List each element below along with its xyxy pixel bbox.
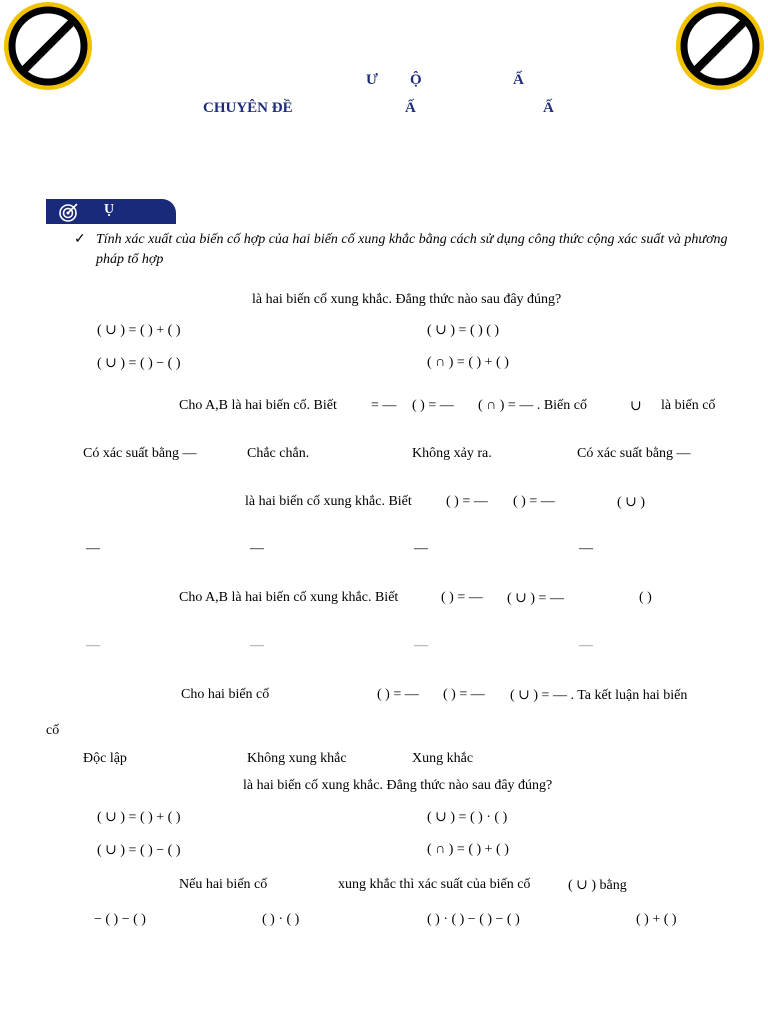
question-5-stem: ( ) = —: [443, 687, 485, 702]
question-2-stem: ( ) = —: [412, 398, 454, 413]
question-1-option-d[interactable]: ( ∩ ) = ( ) + ( ): [427, 355, 509, 370]
question-7-option-d[interactable]: ( ) + ( ): [636, 912, 677, 927]
question-2-stem: = —: [371, 398, 397, 413]
question-6-option-d[interactable]: ( ∩ ) = ( ) + ( ): [427, 842, 509, 857]
check-icon: ✓: [74, 232, 86, 247]
question-6-option-b[interactable]: ( ∪ ) = ( ) · ( ): [427, 810, 508, 825]
question-4-stem: ( ): [639, 590, 652, 605]
question-7-stem: xung khắc thì xác suất của biến cố: [338, 877, 531, 892]
question-7-option-c[interactable]: ( ) · ( ) − ( ) − ( ): [427, 912, 520, 927]
question-4-stem: ( ) = —: [441, 590, 483, 605]
question-4-option-a[interactable]: —: [86, 638, 100, 653]
question-1-option-c[interactable]: ( ∪ ) = ( ) − ( ): [97, 356, 181, 371]
question-7-stem: ( ∪ ) bằng: [568, 878, 627, 893]
question-2-stem: Cho A,B là hai biến cố. Biết: [179, 398, 337, 413]
question-3-option-a[interactable]: —: [86, 541, 100, 556]
subtitle-char: Ấ: [405, 100, 416, 116]
question-7-option-a[interactable]: − ( ) − ( ): [94, 912, 146, 927]
question-5-stem: cố: [46, 723, 60, 738]
subtitle-main: CHUYÊN ĐỀ: [203, 100, 293, 116]
section-label: Ụ: [104, 202, 115, 217]
question-3-stem: là hai biến cố xung khắc. Biết: [245, 494, 412, 509]
question-3-option-b[interactable]: —: [250, 541, 264, 556]
question-6-stem: là hai biến cố xung khắc. Đẳng thức nào sau đây đúng?: [243, 778, 553, 793]
question-4-option-b[interactable]: —: [250, 638, 264, 653]
section-banner: [46, 199, 176, 224]
question-4-stem: Cho A,B là hai biến cố xung khắc. Biết: [179, 590, 399, 605]
no-sign-badge-left: [2, 0, 94, 92]
question-3-option-d[interactable]: —: [579, 541, 593, 556]
question-2-option-d[interactable]: Có xác suất bằng —: [577, 446, 691, 461]
title-char: Ấ: [513, 72, 524, 88]
question-4-option-d[interactable]: —: [579, 638, 593, 653]
question-4-option-c[interactable]: —: [414, 638, 428, 653]
question-3-option-c[interactable]: —: [414, 541, 428, 556]
question-2-option-c[interactable]: Không xảy ra.: [412, 446, 492, 461]
question-5-option-b[interactable]: Không xung khắc: [247, 751, 347, 766]
question-7-option-b[interactable]: ( ) · ( ): [262, 912, 300, 927]
question-2-option-b[interactable]: Chắc chắn.: [247, 446, 310, 461]
no-sign-badge-right: [674, 0, 766, 92]
question-1-option-a[interactable]: ( ∪ ) = ( ) + ( ): [97, 323, 181, 338]
question-3-stem: ( ) = —: [513, 494, 555, 509]
question-5-stem: Cho hai biến cố: [181, 687, 270, 702]
question-2-option-a[interactable]: Có xác suất bằng —: [83, 446, 197, 461]
question-2-stem: là biến cố: [661, 398, 716, 413]
question-3-stem: ( ∪ ): [617, 495, 646, 510]
question-6-option-c[interactable]: ( ∪ ) = ( ) − ( ): [97, 843, 181, 858]
question-5-stem: ( ∪ ) = — . Ta kết luận hai biến: [510, 688, 688, 703]
target-icon: [58, 201, 80, 223]
question-5-option-a[interactable]: Độc lập: [83, 751, 127, 766]
question-2-stem: ( ∩ ) = — . Biến cố: [478, 398, 587, 413]
objective-text: Tính xác xuất của biến cố hợp của hai biến cố xung khắc bằng cách sử dụng công thức cộng xác suất và phương pháp tổ hợp: [96, 232, 728, 267]
question-6-option-a[interactable]: ( ∪ ) = ( ) + ( ): [97, 810, 181, 825]
question-1-stem: là hai biến cố xung khắc. Đẳng thức nào sau đây đúng?: [252, 292, 562, 307]
question-3-stem: ( ) = —: [446, 494, 488, 509]
subtitle-char: Ấ: [543, 100, 554, 116]
question-5-option-c[interactable]: Xung khắc: [412, 751, 474, 766]
title-char: Ư: [366, 72, 378, 88]
question-5-stem: ( ) = —: [377, 687, 419, 702]
title-char: Ộ: [410, 72, 422, 88]
question-2-stem: ∪: [630, 399, 642, 414]
question-1-option-b[interactable]: ( ∪ ) = ( ) ( ): [427, 323, 500, 338]
question-7-stem: Nếu hai biến cố: [179, 877, 268, 892]
question-4-stem: ( ∪ ) = —: [507, 591, 564, 606]
